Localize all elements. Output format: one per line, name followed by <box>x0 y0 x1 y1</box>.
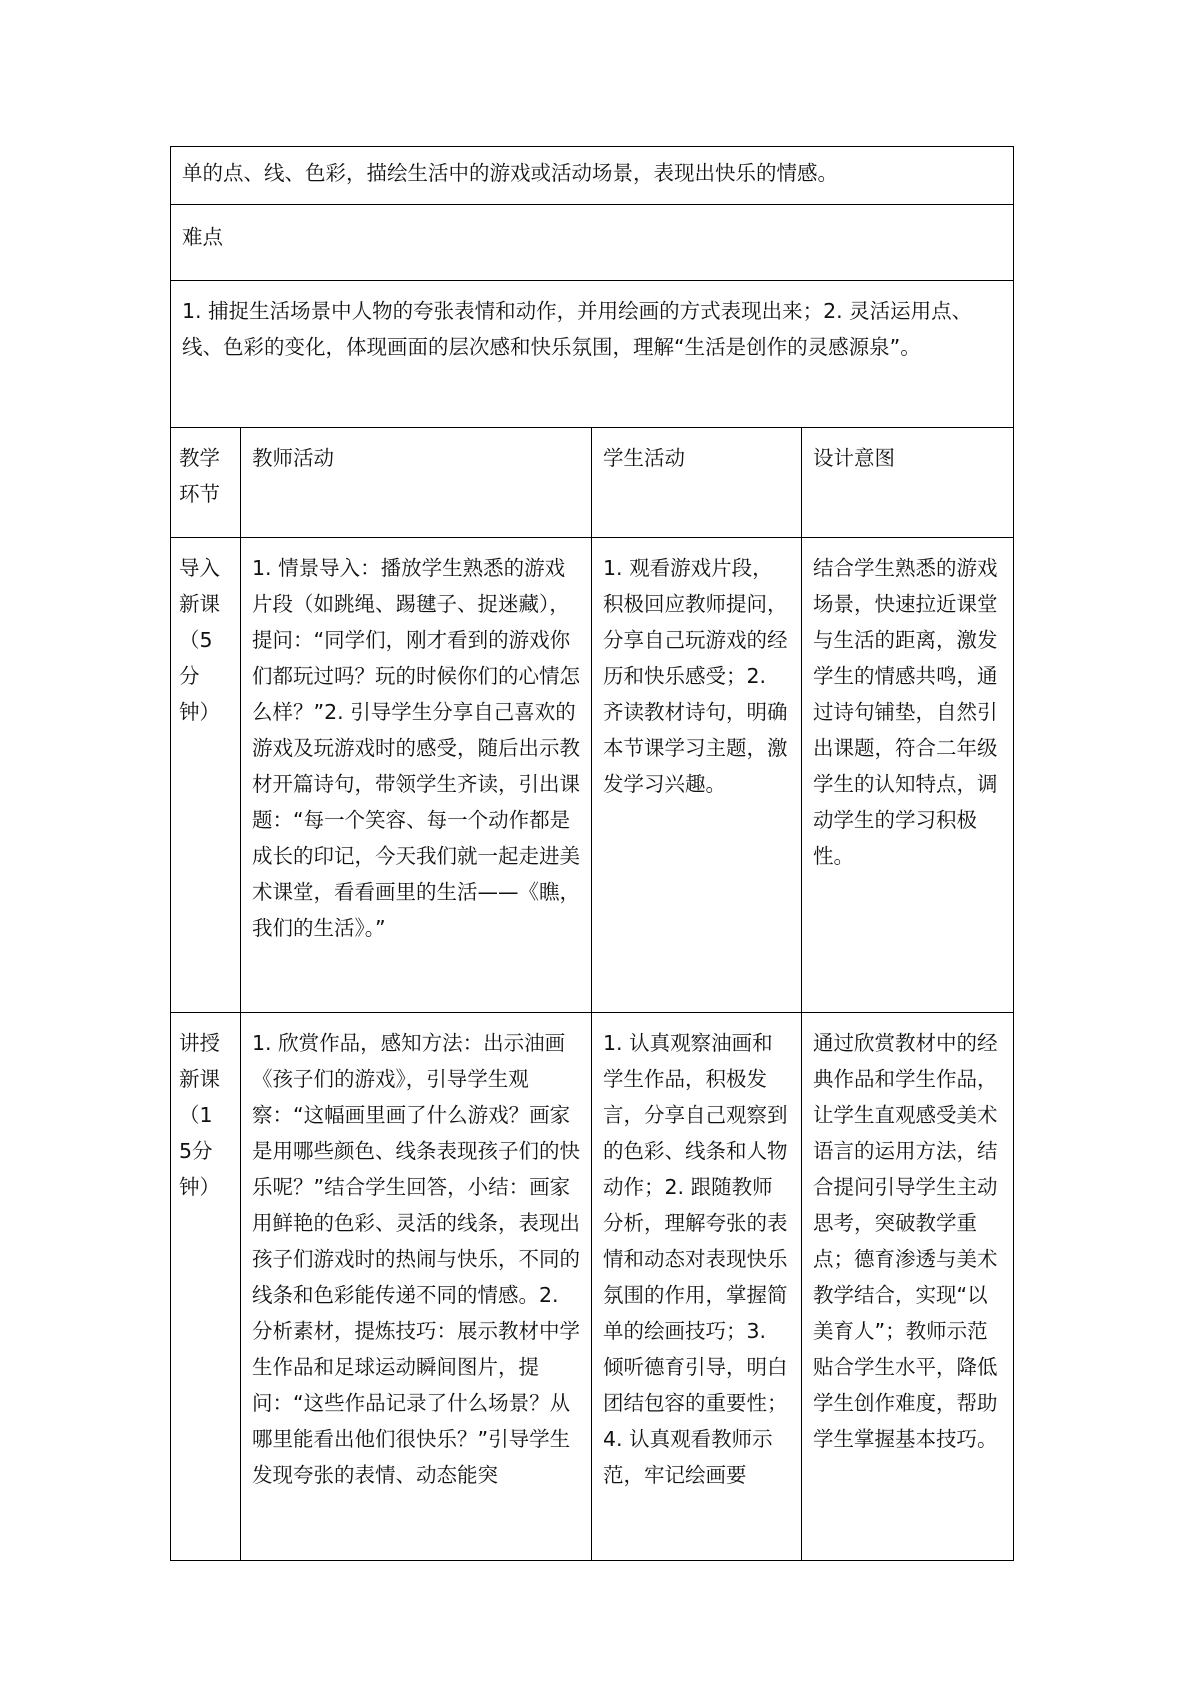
teacher-activity-cell: 1. 情景导入：播放学生熟悉的游戏片段（如跳绳、踢毽子、捉迷藏），提问：“同学们，刚才看到的游戏你们都玩过吗？玩的时候你们的心情怎么样？”2. 引导学生分享自己喜欢的游戏及玩游戏时的感受，随后出示教材开篇诗句，带领学生齐读，引出课题：“每一个笑容、每一个动作都是成长的印记，今天我们就一起走进美术课堂，看看画里的生活——《瞧，我们的生活》。” <box>241 538 592 1013</box>
difficulty-text-row <box>171 281 1014 428</box>
stage-cell: 导入 新课 （5 分 钟） <box>171 538 241 1013</box>
table-row <box>171 1013 1014 1561</box>
difficulty-text: 1. 捕捉生活场景中人物的夸张表情和动作，并用绘画的方式表现出来；2. 灵活运用点、线、色彩的变化，体现画面的层次感和快乐氛围，理解“生活是创作的灵感源泉”。 <box>171 281 1014 428</box>
focus-row <box>171 147 1014 205</box>
student-activity-cell: 1. 观看游戏片段，积极回应教师提问，分享自己玩游戏的经历和快乐感受；2. 齐读教材诗句，明确本节课学习主题，激发学习兴趣。 <box>592 538 802 1013</box>
stage-cell: 讲授 新课 （1 5分 钟） <box>171 1013 241 1561</box>
student-activity-cell: 1. 认真观察油画和学生作品，积极发言，分享自己观察到的色彩、线条和人物动作；2. 跟随教师分析，理解夸张的表情和动态对表现快乐氛围的作用，掌握简单的绘画技巧；3. 倾听德育引导，明白团结包容的重要性；4. 认真观看教师示范，牢记绘画要 <box>592 1013 802 1561</box>
teacher-activity-cell: 1. 欣赏作品，感知方法：出示油画《孩子们的游戏》，引导学生观察：“这幅画里画了什么游戏？画家是用哪些颜色、线条表现孩子们的快乐呢？”结合学生回答，小结：画家用鲜艳的色彩、灵活的线条，表现出孩子们游戏时的热闹与快乐，不同的线条和色彩能传递不同的情感。2. 分析素材，提炼技巧：展示教材中学生作品和足球运动瞬间图片，提问：“这些作品记录了什么场景？从哪里能看出他们很快乐？”引导学生发现夸张的表情、动态能突 <box>241 1013 592 1561</box>
header-teacher-activity: 教师活动 <box>241 428 592 538</box>
header-row <box>171 428 1014 538</box>
header-stage: 教学 环节 <box>171 428 241 538</box>
difficulty-label-row <box>171 205 1014 281</box>
difficulty-label: 难点 <box>171 205 1014 281</box>
focus-text-cell: 单的点、线、色彩，描绘生活中的游戏或活动场景，表现出快乐的情感。 <box>171 147 1014 205</box>
design-intent-cell: 结合学生熟悉的游戏场景，快速拉近课堂与生活的距离，激发学生的情感共鸣，通过诗句铺垫，自然引出课题，符合二年级学生的认知特点，调动学生的学习积极性。 <box>802 538 1014 1013</box>
design-intent-cell: 通过欣赏教材中的经典作品和学生作品，让学生直观感受美术语言的运用方法，结合提问引导学生主动思考，突破教学重点；德育渗透与美术教学结合，实现“以美育人”；教师示范贴合学生水平，降低学生创作难度，帮助学生掌握基本技巧。 <box>802 1013 1014 1561</box>
table-row <box>171 538 1014 1013</box>
lesson-plan-table <box>170 146 1014 1561</box>
header-design-intent: 设计意图 <box>802 428 1014 538</box>
header-student-activity: 学生活动 <box>592 428 802 538</box>
